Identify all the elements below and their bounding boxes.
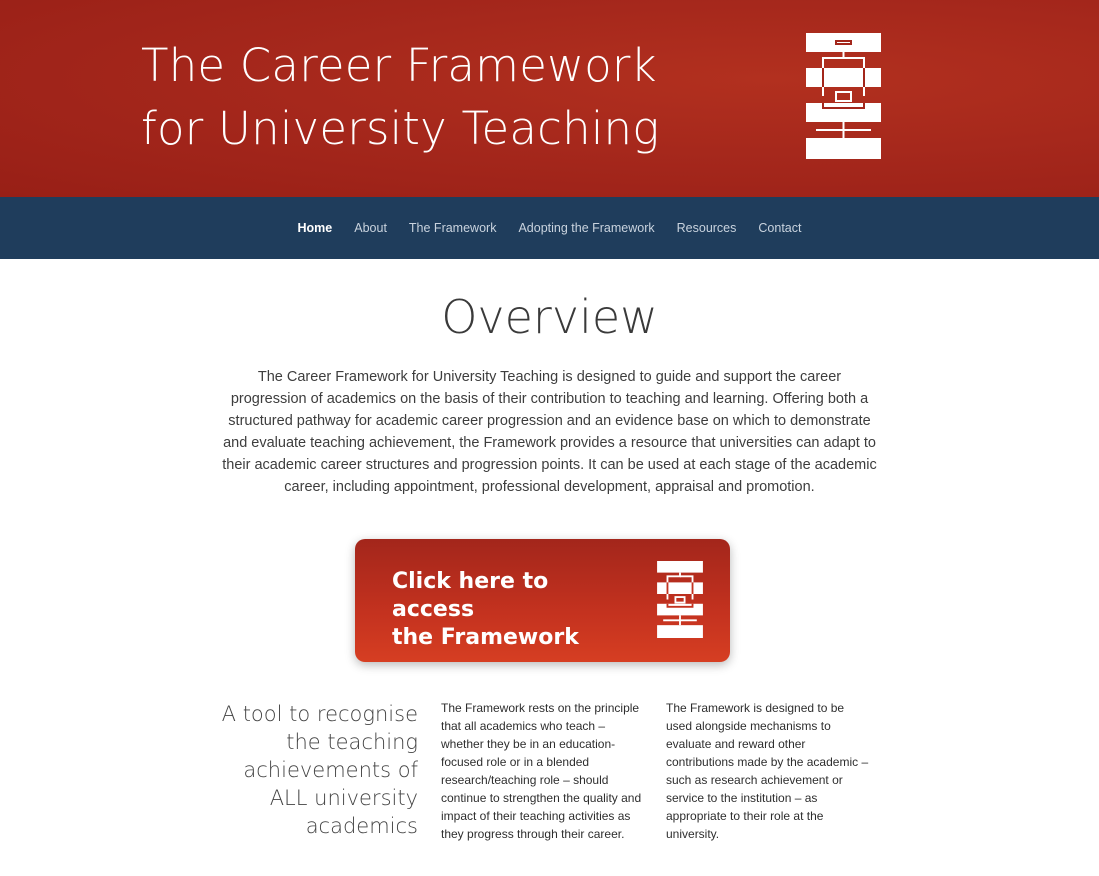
overview-text: The Career Framework for University Teaching is designed to guide and support the career progression of academics on the basis of their contribution to teaching and learning. Offering both a structured pathway for academic career progression and an evidence base on which to demonstrate and evaluate teaching achievement, the Framework provides a resource that universities can adapt to their academic career structures and progression points. It can be used at each stage of the academic career, including appointment, professional development, appraisal and promotion. bbox=[222, 369, 877, 495]
site-banner bbox=[0, 0, 1099, 197]
nav-contact[interactable]: Contact bbox=[758, 221, 802, 235]
site-title[interactable] bbox=[141, 34, 659, 160]
main-nav bbox=[0, 197, 1099, 259]
nav-adopting-the-framework[interactable]: Adopting the Framework bbox=[518, 221, 655, 235]
main-content bbox=[0, 259, 1099, 841]
tagline bbox=[210, 700, 418, 840]
tagline-line: academics bbox=[305, 814, 418, 838]
site-title-line2: for University Teaching bbox=[141, 102, 660, 155]
site-title-line1: The Career Framework bbox=[141, 39, 657, 92]
principle-text: The Framework rests on the principle that all academics who teach – whether they be in an education-focused role or in a blended research/teaching role – should continue to strengthen the quality and impact of their teaching activities as they progress through their career. bbox=[441, 701, 642, 841]
framework-logo-icon bbox=[806, 33, 881, 159]
cta-line2: the Framework bbox=[392, 625, 579, 650]
tagline-line: A tool to recognise bbox=[221, 702, 418, 726]
tagline-line: the teaching bbox=[286, 730, 418, 754]
nav-resources[interactable]: Resources bbox=[676, 221, 737, 235]
access-framework-button[interactable] bbox=[355, 539, 730, 662]
nav-the-framework[interactable]: The Framework bbox=[408, 221, 497, 235]
tagline-line: ALL university bbox=[269, 786, 418, 810]
nav-home[interactable]: Home bbox=[297, 221, 333, 235]
nav-about[interactable]: About bbox=[354, 221, 387, 235]
mechanisms-text: The Framework is designed to be used alongside mechanisms to evaluate and reward other contributions made by the academic – such as research achievement or service to the institution – as appropriate to their role at the university. bbox=[666, 701, 869, 841]
tagline-line: achievements of bbox=[243, 758, 418, 782]
framework-logo-icon bbox=[657, 561, 703, 638]
cta-line1: Click here to access bbox=[392, 569, 549, 622]
overview-title: Overview bbox=[441, 290, 658, 344]
access-framework-label bbox=[392, 568, 632, 652]
